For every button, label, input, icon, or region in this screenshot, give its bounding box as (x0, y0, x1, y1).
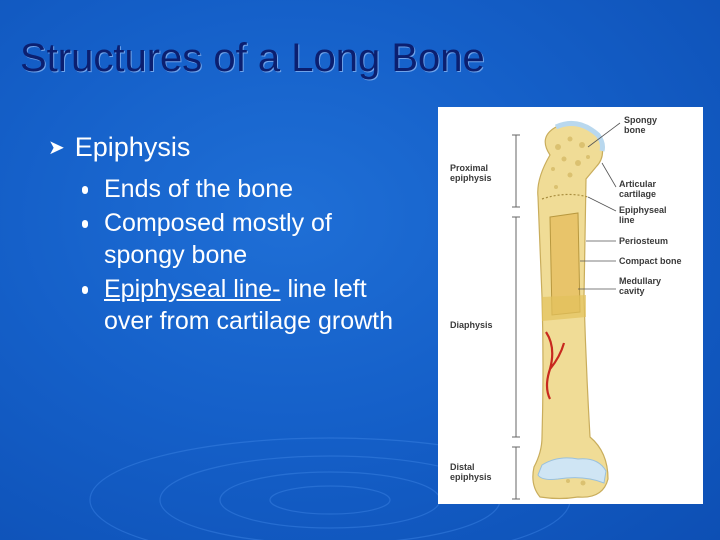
label-diaphysis: Diaphysis (450, 320, 493, 330)
label-spongy-bone: Spongy bone (624, 115, 657, 135)
label-periosteum: Periosteum (619, 236, 669, 246)
epiphyseal-line-term: Epiphyseal line- (104, 275, 281, 303)
slide-title: Structures of a Long Bone (20, 36, 485, 80)
label-distal-epiphysis: Distal epiphysis (450, 462, 492, 482)
label-medullary-cavity: Medullary cavity (619, 276, 662, 296)
sub-bullet-text: Composed mostly of spongy bone (104, 209, 332, 269)
bullet-epiphysis (48, 132, 418, 163)
bullet-list (48, 132, 418, 339)
sub-bullet-text: line left over from cartilage growth (104, 275, 394, 335)
sub-bullet-item (82, 207, 418, 271)
label-epiphyseal-line: Epiphyseal line (619, 205, 667, 225)
label-proximal-epiphysis: Proximal epiphysis (450, 163, 492, 183)
label-brackets (512, 135, 520, 499)
sub-bullet-list (48, 173, 418, 337)
dot-bullet-icon (82, 220, 88, 228)
long-bone-figure (438, 107, 703, 504)
label-compact-bone: Compact bone (619, 256, 682, 266)
sub-bullet-text: Ends of the bone (104, 175, 294, 203)
sub-bullet-item (82, 173, 418, 205)
cut-section (542, 295, 586, 321)
dot-bullet-icon (82, 286, 88, 294)
bullet-epiphysis-text: Epiphysis (74, 132, 191, 162)
dot-bullet-icon (82, 186, 88, 194)
arrow-bullet-icon: ➤ (48, 137, 65, 159)
label-articular-cartilage: Articular cartilage (619, 179, 657, 199)
sub-bullet-item (82, 273, 418, 337)
